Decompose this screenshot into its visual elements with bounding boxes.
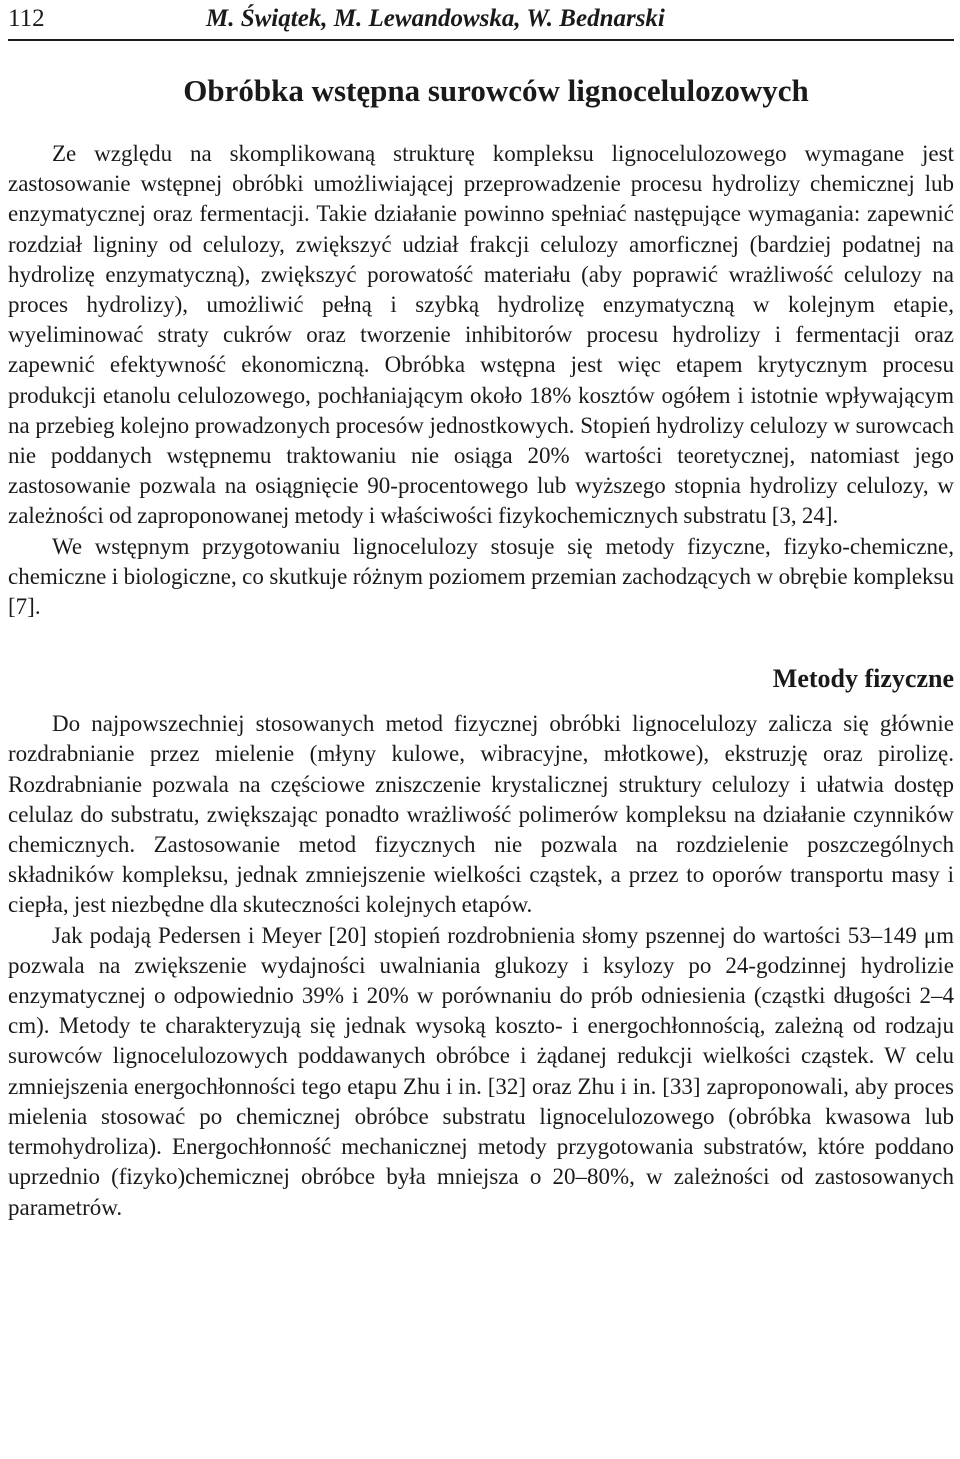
document-page — [8, 0, 954, 1223]
running-header-authors: M. Świątek, M. Lewandowska, W. Bednarski — [206, 5, 665, 32]
running-header — [8, 0, 954, 44]
body-paragraph: Ze względu na skomplikowaną strukturę kompleksu lignocelulozowego wymagane jest zastosowanie wstępnej obróbki umożliwiającej przeprowadzenie procesu hydrolizy chemicznej lub enzymatycznej oraz fermentacji. Takie działanie powinno spełniać następujące wymagania: zapewnić rozdział ligniny od celulozy, zwiększyć udział frakcji celulozy amorficznej (bardziej podatnej na hydrolizę enzymatyczną), zwiększyć porowatość materiału (aby poprawić wrażliwość celulozy na proces hydrolizy), umożliwić pełną i szybką hydrolizę enzymatyczną w kolejnym etapie, wyeliminować straty cukrów oraz tworzenie inhibitorów procesu hydrolizy i fermentacji oraz zapewnić efektywność ekonomiczną. Obróbka wstępna jest więc etapem krytycznym procesu produkcji etanolu celulozowego, pochłaniającym około 18% kosztów ogółem i istotnie wpływającym na przebieg kolejno prowadzonych procesów jednostkowych. Stopień hydrolizy celulozy w surowcach nie poddanych wstępnemu traktowaniu nie osiąga 20% wartości teoretycznej, natomiast jego zastosowanie pozwala na osiągnięcie 90-procentowego lub wyższego stopnia hydrolizy celulozy, w zależności od zaproponowanej metody i właściwości fizykochemicznych substratu [3, 24]. — [8, 141, 954, 529]
subsection-title: Metody fizyczne — [772, 664, 954, 694]
body-paragraph: Jak podają Pedersen i Meyer [20] stopień rozdrobnienia słomy pszennej do wartości 53–149 μm pozwala na zwiększenie wydajności uwalniania glukozy i ksylozy po 24-godzinnej hydrolizie enzymatycznej o odpowiednio 39% i 20% w porównaniu do prób odniesienia (cząstki długości 2–4 cm). Metody te charakteryzują się jednak wysoką koszto- i energochłonnością, zależną od rodzaju surowców lignocelulozowych poddawanych obróbce i żądanej redukcji wielkości cząstek. W celu zmniejszenia energochłonności tego etapu Zhu i in. [32] oraz Zhu i in. [33] zaproponowali, aby proces mielenia stosować po chemicznej obróbce substratu lignocelulozowego (obróbka kwasowa lub termohydroliza). Energochłonność mechanicznej metody przygotowania substratów, które poddano uprzednio (fizyko)chemicznej obróbce była mniejsza o 20–80%, w zależności od zastosowanych parametrów. — [8, 922, 954, 1220]
header-rule — [8, 39, 954, 41]
body-paragraph: We wstępnym przygotowaniu lignocelulozy stosuje się metody fizyczne, fizyko-chemiczne, chemiczne i biologiczne, co skutkuje różnym poziomem przemian zachodzących w obrębie kompleksu [7]. — [8, 533, 954, 620]
page-number: 112 — [8, 5, 45, 32]
section-title: Obróbka wstępna surowców lignocelulozowych — [183, 73, 809, 108]
body-paragraph: Do najpowszechniej stosowanych metod fizycznej obróbki lignocelulozy zalicza się głównie rozdrabnianie przez mielenie (młyny kulowe, wibracyjne, młotkowe), ekstruzję oraz pirolizę. Rozdrabnianie pozwala na częściowe zniszczenie krystalicznej struktury celulozy i ułatwia dostęp celulaz do substratu, zwiększając ponadto wrażliwość polimerów kompleksu na działanie czynników chemicznych. Zastosowanie metod fizycznych nie pozwala na rozdzielenie poszczególnych składników kompleksu, jednak zmniejszenie wielkości cząstek, a przez to oporów transportu masy i ciepła, jest niezbędne dla skuteczności kolejnych etapów. — [8, 711, 954, 918]
